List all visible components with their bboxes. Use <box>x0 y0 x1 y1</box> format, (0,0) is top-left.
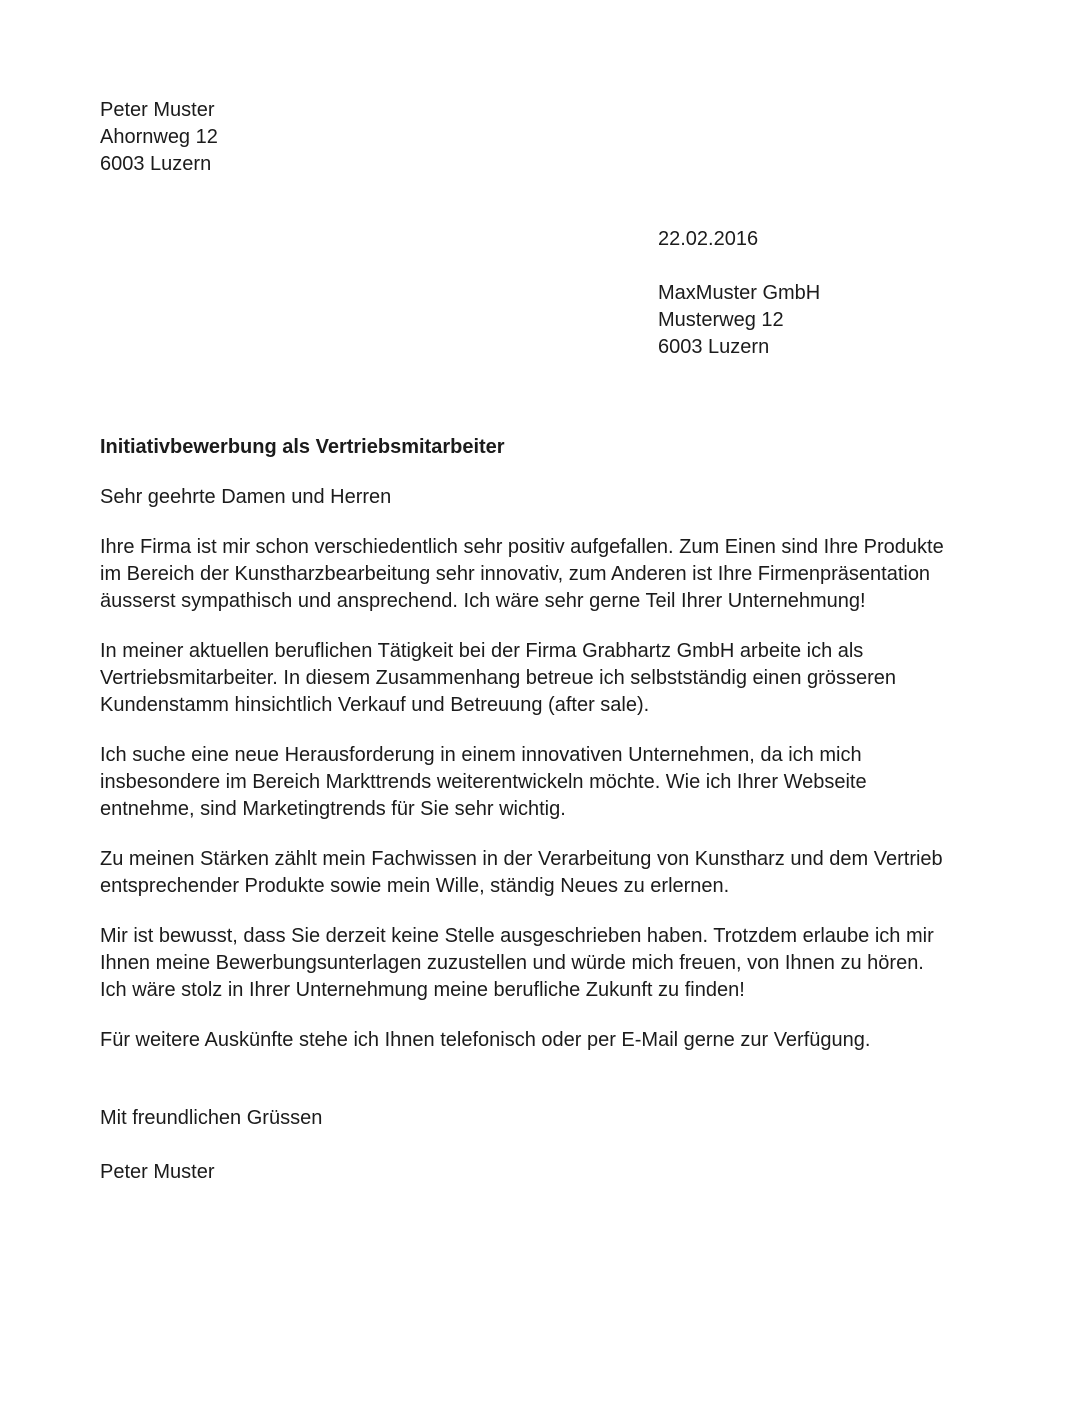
body-paragraph: Mir ist bewusst, dass Sie derzeit keine Stelle ausgeschrieben haben. Trotzdem erlaube ich mir Ihnen meine Bewerbungsunterlagen zuzustellen und würde mich freuen, von Ihnen zu hören. Ich wäre stolz in Ihrer Unternehmung meine berufliche Zukunft zu finden! <box>100 925 934 1001</box>
body-paragraph: Ihre Firma ist mir schon verschiedentlich sehr positiv aufgefallen. Zum Einen sind Ihre Produkte im Bereich der Kunstharzbearbeitung sehr innovativ, zum Anderen ist Ihre Firmenpräsentation äusserst sympathisch und ansprechend. Ich wäre sehr gerne Teil Ihrer Unternehmung! <box>100 536 944 612</box>
salutation: Sehr geehrte Damen und Herren <box>100 486 392 508</box>
subject-line: Initiativbewerbung als Vertriebsmitarbeiter <box>100 436 505 458</box>
body-paragraph: Ich suche eine neue Herausforderung in einem innovativen Unternehmen, da ich mich insbesondere im Bereich Markttrends weiterentwickeln möchte. Wie ich Ihrer Webseite entnehme, sind Marketingtrends für Sie sehr wichtig. <box>100 744 867 820</box>
sender-city: 6003 Luzern <box>100 153 212 175</box>
body-paragraph: In meiner aktuellen beruflichen Tätigkeit bei der Firma Grabhartz GmbH arbeite ich als Vertriebsmitarbeiter. In diesem Zusammenhang betreue ich selbstständig einen grösseren Kundenstamm hinsichtlich Verkauf und Betreuung (after sale). <box>100 640 896 716</box>
cover-letter <box>100 97 945 1186</box>
recipient-street: Musterweg 12 <box>658 309 784 331</box>
body-paragraph: Für weitere Auskünfte stehe ich Ihnen telefonisch oder per E-Mail gerne zur Verfügung. <box>100 1029 871 1051</box>
recipient-address-block <box>658 280 945 361</box>
sender-street: Ahornweg 12 <box>100 126 218 148</box>
letter-date: 22.02.2016 <box>658 228 759 250</box>
sender-name: Peter Muster <box>100 99 215 121</box>
body-paragraph: Zu meinen Stärken zählt mein Fachwissen in der Verarbeitung von Kunstharz und dem Vertrieb entsprechender Produkte sowie mein Wille, ständig Neues zu erlernen. <box>100 848 943 897</box>
sender-address-block <box>100 97 945 178</box>
date-recipient-block <box>658 226 945 361</box>
signature-name: Peter Muster <box>100 1161 215 1183</box>
closing: Mit freundlichen Grüssen <box>100 1107 323 1129</box>
recipient-city: 6003 Luzern <box>658 336 770 358</box>
recipient-company: MaxMuster GmbH <box>658 282 821 304</box>
